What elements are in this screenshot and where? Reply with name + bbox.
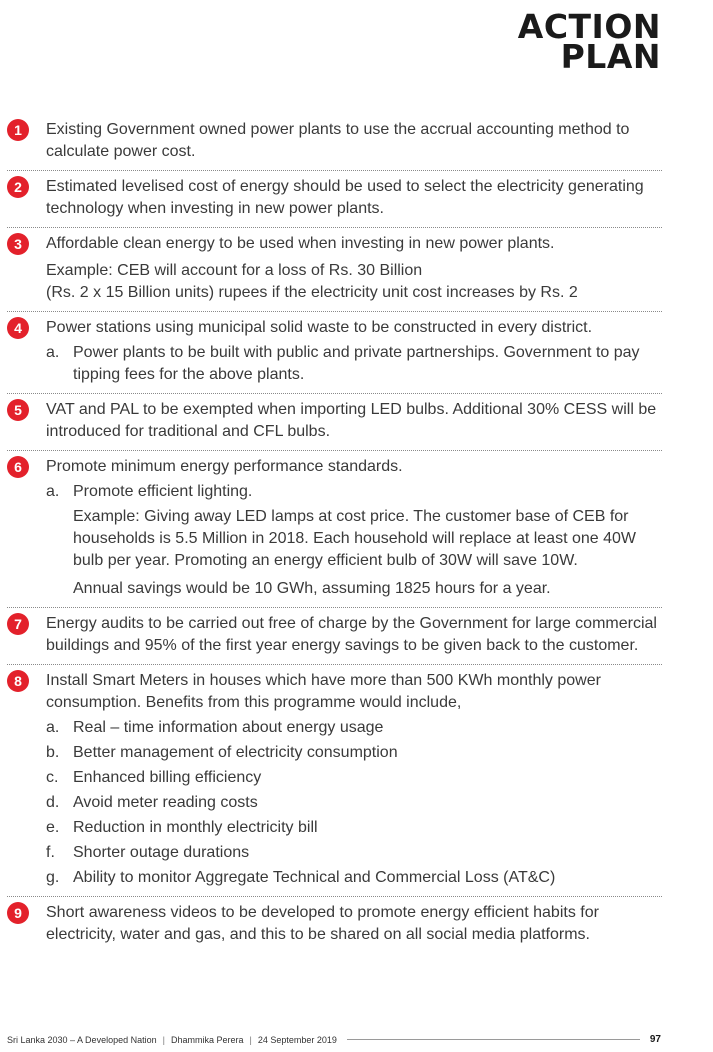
footer-publication: Sri Lanka 2030 – A Developed Nation	[7, 1034, 157, 1045]
item-number-badge: 1	[7, 119, 29, 141]
footer-separator: |	[162, 1034, 165, 1045]
sub-item-letter: f.	[46, 844, 55, 861]
sub-item-letter: e.	[46, 819, 60, 836]
sub-item-letter: c.	[46, 769, 59, 786]
sub-item	[46, 742, 662, 764]
item-number-badge: 5	[7, 399, 29, 421]
sub-item-text: Better management of electricity consumption	[73, 744, 398, 761]
sub-item-letter: a.	[46, 719, 60, 736]
item-number-badge: 6	[7, 456, 29, 478]
sub-item	[46, 867, 662, 889]
sub-item	[46, 817, 662, 839]
sub-item	[46, 717, 662, 739]
item-number-badge: 8	[7, 670, 29, 692]
page-footer	[7, 1034, 661, 1045]
sub-item	[46, 767, 662, 789]
sub-item-text: Reduction in monthly electricity bill	[73, 819, 318, 836]
item-text: Existing Government owned power plants to use the accrual accounting method to calculate power cost.	[46, 121, 630, 160]
sub-item	[46, 481, 662, 503]
action-item	[7, 394, 662, 451]
item-text: Short awareness videos to be developed to promote energy efficient habits for electricity, water and gas, and this to be shared on all social media platforms.	[46, 904, 599, 943]
footer-author: Dhammika Perera	[170, 1034, 244, 1045]
item-example: Example: Giving away LED lamps at cost price. The customer base of CEB for households is 5.5 Million in 2018. Each household will replace at least one 40W bulb per year. Promoting an energy efficient bulb of 30W will save 10W.	[73, 508, 637, 569]
title-line-2: PLAN	[560, 37, 661, 76]
example-line-1: Example: CEB will account for a loss of Rs. 30 Billion	[46, 262, 423, 279]
item-text: Energy audits to be carried out free of charge by the Government for large commercial buildings and 95% of the first year energy savings to be given back to the customer.	[46, 615, 657, 654]
sub-item-letter: b.	[46, 744, 60, 761]
footer-separator: |	[249, 1034, 252, 1045]
sub-item-text: Shorter outage durations	[73, 844, 250, 861]
sub-item-text: Real – time information about energy usage	[73, 719, 384, 736]
sub-item-text: Avoid meter reading costs	[73, 794, 258, 811]
action-item	[7, 171, 662, 228]
sub-item-letter: d.	[46, 794, 60, 811]
action-list	[7, 114, 662, 953]
item-text: Power stations using municipal solid waste to be constructed in every district.	[46, 319, 593, 336]
action-item	[7, 451, 662, 608]
item-number-badge: 9	[7, 902, 29, 924]
item-text: VAT and PAL to be exempted when importing LED bulbs. Additional 30% CESS will be introduced for traditional and CFL bulbs.	[46, 401, 657, 440]
item-text: Install Smart Meters in houses which have more than 500 KWh monthly power consumption. Benefits from this programme would include,	[46, 672, 601, 711]
sub-item-text: Enhanced billing efficiency	[73, 769, 262, 786]
sub-item-letter: g.	[46, 869, 60, 886]
sub-item	[46, 342, 662, 386]
footer-date: 24 September 2019	[257, 1034, 337, 1045]
action-item	[7, 114, 662, 171]
page-title	[517, 7, 661, 76]
item-number-badge: 4	[7, 317, 29, 339]
example-line-2: (Rs. 2 x 15 Billion units) rupees if the electricity unit cost increases by Rs. 2	[46, 284, 578, 301]
action-item	[7, 228, 662, 312]
item-text: Affordable clean energy to be used when investing in new power plants.	[46, 235, 555, 252]
sub-item-text: Power plants to be built with public and private partnerships. Government to pay tipping fees for the above plants.	[73, 344, 640, 383]
sub-item-text: Ability to monitor Aggregate Technical and Commercial Loss (AT&C)	[73, 869, 556, 886]
title-line-1: ACTION	[517, 7, 661, 46]
item-text: Promote minimum energy performance standards.	[46, 458, 403, 475]
sub-item	[46, 792, 662, 814]
action-item	[7, 897, 662, 953]
item-example	[46, 260, 662, 304]
item-number-badge: 2	[7, 176, 29, 198]
sub-item-letter: a.	[46, 483, 60, 500]
action-item	[7, 312, 662, 394]
footer-rule	[347, 1039, 640, 1040]
item-note: Annual savings would be 10 GWh, assuming 1825 hours for a year.	[73, 580, 551, 597]
sub-item-letter: a.	[46, 344, 60, 361]
item-number-badge: 3	[7, 233, 29, 255]
item-number-badge: 7	[7, 613, 29, 635]
page-number: 97	[649, 1034, 661, 1045]
action-item	[7, 608, 662, 665]
sub-item	[46, 842, 662, 864]
item-text: Estimated levelised cost of energy should be used to select the electricity generating technology when investing in new power plants.	[46, 178, 644, 217]
sub-item-text: Promote efficient lighting.	[73, 483, 253, 500]
action-item	[7, 665, 662, 897]
